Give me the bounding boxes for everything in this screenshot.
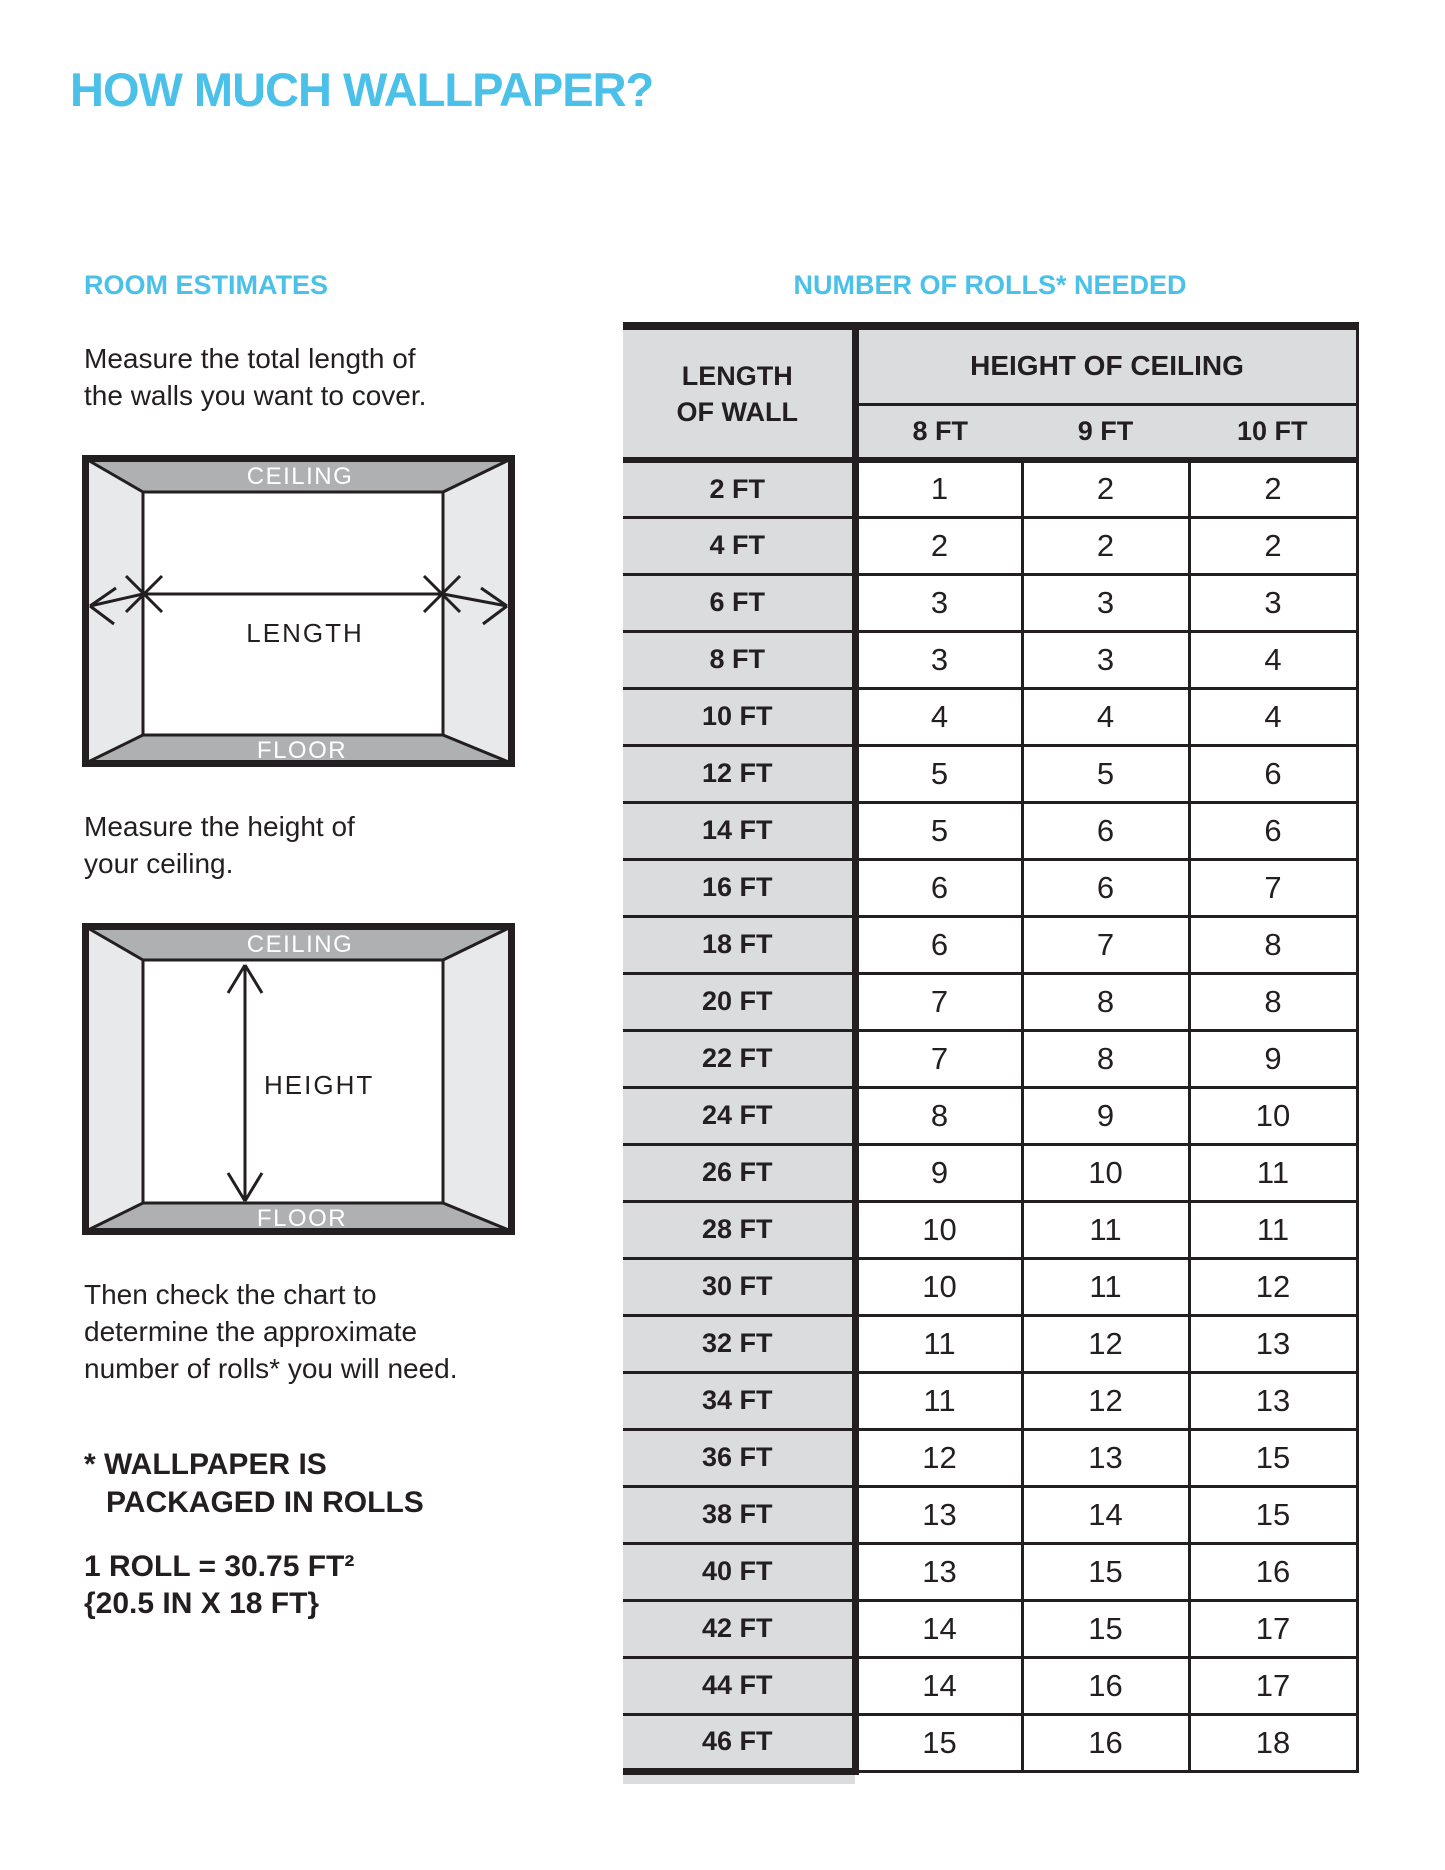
table-row: [623, 802, 1357, 859]
instruction-check-chart: [84, 1276, 458, 1387]
subheader-8ft: 8 FT: [855, 404, 1022, 460]
cell-9ft: 15: [1022, 1543, 1189, 1600]
cell-9ft: 3: [1022, 631, 1189, 688]
cell-8ft: 7: [855, 973, 1022, 1030]
rolls-needed-heading: NUMBER OF ROLLS* NEEDED: [793, 270, 1187, 300]
instruction-line: the walls you want to cover.: [84, 380, 427, 411]
header-line: LENGTH: [681, 360, 793, 391]
cell-8ft: 15: [855, 1714, 1022, 1771]
table-row: [623, 688, 1357, 745]
cell-10ft: 12: [1189, 1258, 1357, 1315]
cell-10ft: 10: [1189, 1087, 1357, 1144]
row-label: 36 FT: [623, 1429, 855, 1486]
cell-8ft: 13: [855, 1543, 1022, 1600]
cell-10ft: 13: [1189, 1372, 1357, 1429]
instruction-line: Measure the height of: [84, 811, 355, 842]
instruction-measure-height: [84, 808, 355, 882]
row-label: 8 FT: [623, 631, 855, 688]
left-wall-surface: [86, 927, 143, 1231]
cell-10ft: 9: [1189, 1030, 1357, 1087]
cell-9ft: 4: [1022, 688, 1189, 745]
table-row: [623, 973, 1357, 1030]
cell-9ft: 2: [1022, 517, 1189, 574]
table-row: [623, 1258, 1357, 1315]
instruction-line: number of rolls* you will need.: [84, 1353, 458, 1384]
length-label: LENGTH: [246, 618, 364, 648]
cell-10ft: 11: [1189, 1201, 1357, 1258]
wallpaper-footnote: [84, 1446, 424, 1522]
cell-8ft: 10: [855, 1201, 1022, 1258]
cell-9ft: 14: [1022, 1486, 1189, 1543]
height-of-ceiling-header: HEIGHT OF CEILING: [855, 326, 1357, 404]
room-estimates-heading: ROOM ESTIMATES: [84, 270, 329, 300]
row-label: 20 FT: [623, 973, 855, 1030]
row-label: 28 FT: [623, 1201, 855, 1258]
cell-8ft: 14: [855, 1600, 1022, 1657]
roll-size-info: [84, 1548, 354, 1622]
right-wall-surface: [443, 927, 511, 1231]
footnote-line: * WALLPAPER IS: [84, 1448, 327, 1481]
cell-10ft: 2: [1189, 517, 1357, 574]
subheader-10ft: 10 FT: [1189, 404, 1357, 460]
table-row: [623, 1600, 1357, 1657]
cell-9ft: 8: [1022, 973, 1189, 1030]
instruction-line: Then check the chart to: [84, 1279, 377, 1310]
row-label: 2 FT: [623, 460, 855, 517]
table-row: [623, 1030, 1357, 1087]
floor-label: FLOOR: [256, 1205, 348, 1232]
cell-8ft: 2: [855, 517, 1022, 574]
row-label: 18 FT: [623, 916, 855, 973]
table-row: [623, 574, 1357, 631]
ceiling-label: CEILING: [246, 931, 354, 958]
back-wall-surface: [143, 492, 443, 735]
instruction-measure-length: [84, 340, 426, 414]
cell-9ft: 16: [1022, 1714, 1189, 1771]
row-label: 14 FT: [623, 802, 855, 859]
cell-9ft: 2: [1022, 460, 1189, 517]
cell-8ft: 10: [855, 1258, 1022, 1315]
row-label: 32 FT: [623, 1315, 855, 1372]
room-height-diagram: [82, 923, 515, 1235]
table-row: [623, 517, 1357, 574]
cell-10ft: 6: [1189, 745, 1357, 802]
cell-10ft: 17: [1189, 1657, 1357, 1714]
cell-9ft: 16: [1022, 1657, 1189, 1714]
cell-10ft: 7: [1189, 859, 1357, 916]
row-label: 46 FT: [623, 1714, 855, 1771]
rolls-table-body: [623, 460, 1357, 1771]
row-label: 10 FT: [623, 688, 855, 745]
cell-9ft: 12: [1022, 1315, 1189, 1372]
roll-size-line: {20.5 IN X 18 FT}: [84, 1587, 320, 1620]
cell-10ft: 17: [1189, 1600, 1357, 1657]
label-column-overhang: [623, 1775, 855, 1784]
cell-8ft: 3: [855, 574, 1022, 631]
cell-8ft: 11: [855, 1372, 1022, 1429]
cell-9ft: 5: [1022, 745, 1189, 802]
cell-9ft: 7: [1022, 916, 1189, 973]
cell-10ft: 4: [1189, 688, 1357, 745]
cell-10ft: 6: [1189, 802, 1357, 859]
table-row: [623, 1714, 1357, 1771]
table-row: [623, 745, 1357, 802]
row-label: 30 FT: [623, 1258, 855, 1315]
instruction-line: determine the approximate: [84, 1316, 418, 1347]
cell-8ft: 4: [855, 688, 1022, 745]
table-row: [623, 1429, 1357, 1486]
instruction-line: Measure the total length of: [84, 343, 416, 374]
page-title: HOW MUCH WALLPAPER?: [70, 63, 654, 116]
cell-10ft: 16: [1189, 1543, 1357, 1600]
cell-9ft: 6: [1022, 859, 1189, 916]
header-line: OF WALL: [676, 396, 798, 427]
rolls-table: [623, 322, 1359, 1775]
table-row: [623, 631, 1357, 688]
table-row: [623, 1144, 1357, 1201]
row-label: 44 FT: [623, 1657, 855, 1714]
cell-9ft: 8: [1022, 1030, 1189, 1087]
cell-10ft: 11: [1189, 1144, 1357, 1201]
cell-10ft: 8: [1189, 973, 1357, 1030]
cell-8ft: 6: [855, 916, 1022, 973]
table-row: [623, 1201, 1357, 1258]
cell-9ft: 10: [1022, 1144, 1189, 1201]
table-row: [623, 1372, 1357, 1429]
cell-9ft: 11: [1022, 1258, 1189, 1315]
row-label: 38 FT: [623, 1486, 855, 1543]
table-row: [623, 1486, 1357, 1543]
table-row: [623, 460, 1357, 517]
table-row: [623, 859, 1357, 916]
roll-size-line: 1 ROLL = 30.75 FT²: [84, 1550, 355, 1583]
row-label: 6 FT: [623, 574, 855, 631]
subheader-9ft: 9 FT: [1022, 404, 1189, 460]
floor-label: FLOOR: [256, 737, 348, 764]
cell-8ft: 14: [855, 1657, 1022, 1714]
ceiling-label: CEILING: [246, 463, 354, 490]
cell-10ft: 13: [1189, 1315, 1357, 1372]
row-label: 42 FT: [623, 1600, 855, 1657]
cell-9ft: 13: [1022, 1429, 1189, 1486]
row-label: 16 FT: [623, 859, 855, 916]
cell-8ft: 7: [855, 1030, 1022, 1087]
cell-10ft: 3: [1189, 574, 1357, 631]
row-label: 40 FT: [623, 1543, 855, 1600]
cell-8ft: 8: [855, 1087, 1022, 1144]
cell-9ft: 12: [1022, 1372, 1189, 1429]
room-height-diagram-svg: [82, 923, 515, 1235]
table-row: [623, 1087, 1357, 1144]
cell-8ft: 12: [855, 1429, 1022, 1486]
row-label: 4 FT: [623, 517, 855, 574]
cell-10ft: 18: [1189, 1714, 1357, 1771]
cell-9ft: 3: [1022, 574, 1189, 631]
table-row: [623, 1315, 1357, 1372]
cell-8ft: 1: [855, 460, 1022, 517]
cell-9ft: 6: [1022, 802, 1189, 859]
cell-8ft: 11: [855, 1315, 1022, 1372]
cell-8ft: 3: [855, 631, 1022, 688]
footnote-line: PACKAGED IN ROLLS: [106, 1486, 424, 1519]
height-label: HEIGHT: [264, 1070, 375, 1100]
cell-8ft: 5: [855, 802, 1022, 859]
cell-8ft: 5: [855, 745, 1022, 802]
cell-8ft: 6: [855, 859, 1022, 916]
instruction-line: your ceiling.: [84, 848, 234, 879]
row-label: 26 FT: [623, 1144, 855, 1201]
table-row: [623, 1657, 1357, 1714]
row-label: 22 FT: [623, 1030, 855, 1087]
cell-8ft: 13: [855, 1486, 1022, 1543]
room-length-diagram: [82, 455, 515, 767]
cell-9ft: 9: [1022, 1087, 1189, 1144]
length-of-wall-header: [623, 326, 855, 460]
cell-10ft: 15: [1189, 1486, 1357, 1543]
room-length-diagram-svg: [82, 455, 515, 767]
table-row: [623, 1543, 1357, 1600]
cell-10ft: 15: [1189, 1429, 1357, 1486]
rolls-table-head: [623, 326, 1357, 460]
row-label: 12 FT: [623, 745, 855, 802]
cell-10ft: 2: [1189, 460, 1357, 517]
cell-10ft: 4: [1189, 631, 1357, 688]
row-label: 34 FT: [623, 1372, 855, 1429]
rolls-table-container: [623, 322, 1357, 1784]
cell-8ft: 9: [855, 1144, 1022, 1201]
cell-10ft: 8: [1189, 916, 1357, 973]
cell-9ft: 11: [1022, 1201, 1189, 1258]
row-label: 24 FT: [623, 1087, 855, 1144]
cell-9ft: 15: [1022, 1600, 1189, 1657]
table-row: [623, 916, 1357, 973]
